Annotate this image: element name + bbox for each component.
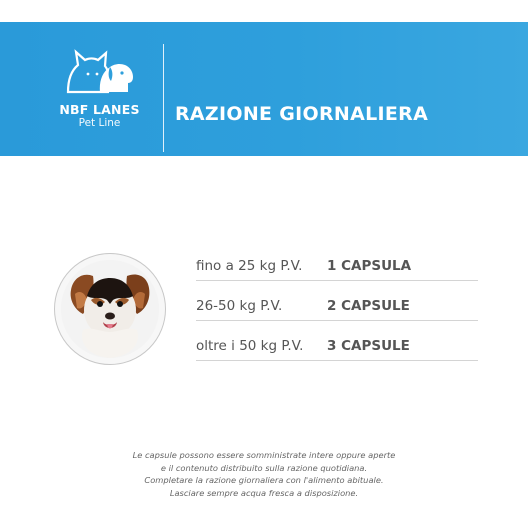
dosage-row <box>196 290 478 321</box>
usage-note-line: e il contenuto distribuito sulla razione quotidiana. <box>160 462 368 473</box>
dosage-amount: 2 CAPSULE <box>327 298 410 314</box>
dog-photo-frame <box>54 253 166 365</box>
dosage-amount: 1 CAPSULA <box>327 258 412 274</box>
dosage-weight: 26-50 kg P.V. <box>196 298 283 314</box>
dosage-weight: fino a 25 kg P.V. <box>196 258 303 274</box>
brand-logo <box>52 48 147 156</box>
dosage-amount: 3 CAPSULE <box>327 338 410 354</box>
page-title: RAZIONE GIORNALIERA <box>175 103 429 125</box>
brand-subtitle: Pet Line <box>78 117 121 129</box>
brand-name: NBF LANES <box>59 102 140 117</box>
usage-note-line: Completare la razione giornaliera con l'alimento abituale. <box>144 475 384 485</box>
usage-note-line: Le capsule possono essere somministrate intere oppure aperte <box>132 450 396 460</box>
dog-illustration <box>61 260 159 358</box>
dog-photo <box>61 260 159 358</box>
usage-notes <box>60 449 468 499</box>
dosage-weight: oltre i 50 kg P.V. <box>196 338 304 354</box>
dosage-row <box>196 330 478 361</box>
header-banner <box>0 22 528 156</box>
header-divider <box>163 44 164 152</box>
usage-note-line: Lasciare sempre acqua fresca a disposizione. <box>169 487 359 498</box>
dosage-row <box>196 250 478 281</box>
cat-dog-logo-icon <box>64 48 136 96</box>
